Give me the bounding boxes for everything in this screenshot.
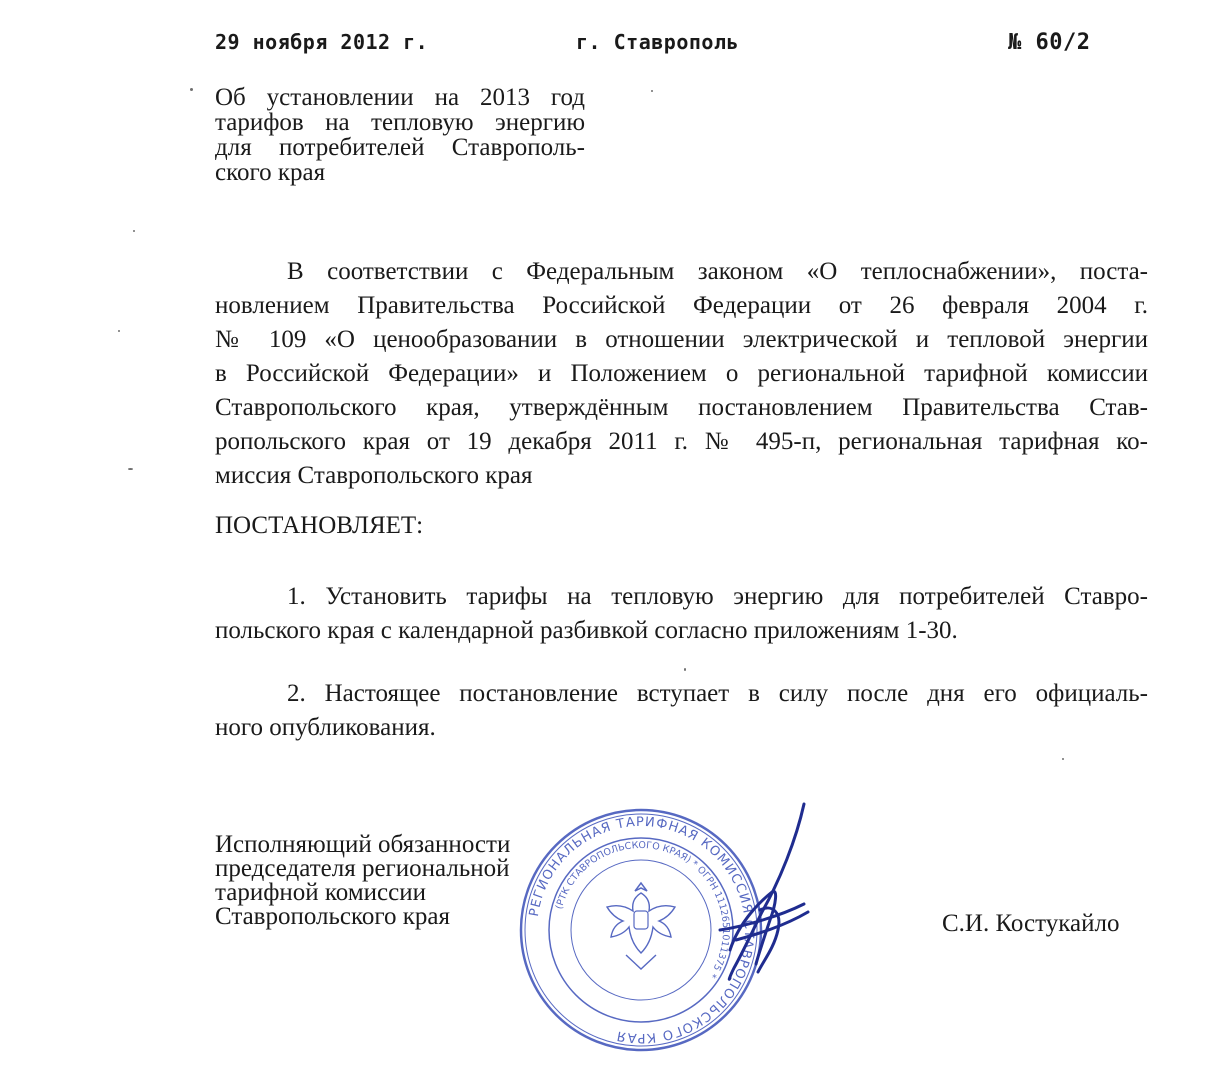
subject-line: Об установлении на 2013 год xyxy=(215,84,585,111)
document-subject xyxy=(215,85,585,185)
scan-speck xyxy=(133,230,135,232)
preamble-line: новлением Правительства Российской Федерации от 26 февраля 2004 г. xyxy=(215,292,1148,319)
subject-line: для потребителей Ставрополь- xyxy=(215,134,585,161)
scan-speck xyxy=(128,468,133,470)
stamp-inner-text: (РТК СТАВРОПОЛЬСКОГО КРАЯ) * ОГРН 1112651011375 * xyxy=(553,839,732,980)
preamble-line: В соответствии с Федеральным законом «О теплоснабжении», поста- xyxy=(287,258,1148,285)
preamble-line: № 109 «О ценообразовании в отношении электрической и тепловой энергии xyxy=(215,326,1148,353)
preamble-line: миссия Ставропольского края xyxy=(215,462,533,489)
preamble-line: ропольского края от 19 декабря 2011 г. № 495-п, региональная тарифная ко- xyxy=(215,428,1148,455)
item-line: польского края с календарной разбивкой согласно приложениям 1-30. xyxy=(215,617,958,644)
item-line: 2. Настоящее постановление вступает в силу после дня его официаль- xyxy=(287,680,1148,707)
preamble-paragraph xyxy=(215,255,1148,493)
signatory-name: С.И. Костукайло xyxy=(942,910,1120,937)
document-number: № 60/2 xyxy=(1008,30,1091,55)
stamp-outer-text: РЕГИОНАЛЬНАЯ ТАРИФНАЯ КОМИССИЯ СТАВРОПОЛЬСКОГО КРАЯ xyxy=(526,814,757,1046)
document-date: 29 ноября 2012 г. xyxy=(215,30,429,54)
item-line: ного опубликования. xyxy=(215,714,436,741)
item-line: 1. Установить тарифы на тепловую энергию для потребителей Ставро- xyxy=(287,583,1148,610)
position-line: тарифной комиссии xyxy=(215,879,426,906)
handwritten-signature xyxy=(700,800,840,990)
scan-speck xyxy=(190,88,193,91)
position-line: председателя региональной xyxy=(215,855,510,882)
subject-line: тарифов на тепловую энергию xyxy=(215,109,585,136)
position-line: Ставропольского края xyxy=(215,903,450,930)
preamble-line: Ставропольского края, утверждённым постановлением Правительства Став- xyxy=(215,394,1148,421)
resolves-heading: ПОСТАНОВЛЯЕТ: xyxy=(215,512,424,539)
scan-speck xyxy=(1062,758,1064,760)
subject-line: ского края xyxy=(215,159,326,186)
document-city: г. Ставрополь xyxy=(576,30,740,54)
scan-speck xyxy=(118,330,120,332)
scan-speck xyxy=(651,90,653,92)
signatory-position xyxy=(215,833,510,929)
preamble-line: в Российской Федерации» и Положением о региональной тарифной комиссии xyxy=(215,360,1148,387)
resolution-item xyxy=(215,580,1148,648)
scan-speck xyxy=(684,668,686,671)
position-line: Исполняющий обязанности xyxy=(215,831,511,858)
resolution-item xyxy=(215,677,1148,745)
